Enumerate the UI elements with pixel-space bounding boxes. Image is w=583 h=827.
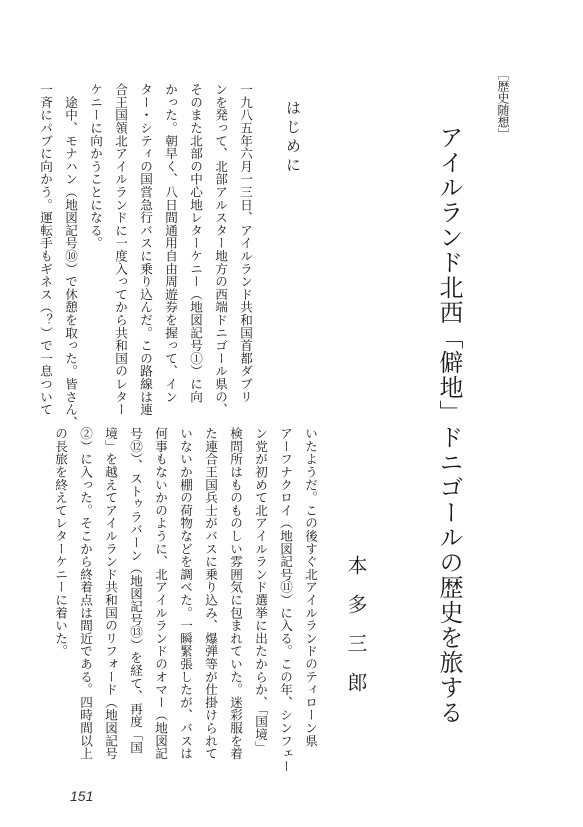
category-label: ［歴史随想］ xyxy=(496,68,510,140)
text-line: 一斉にパブに向かう。運転手もギネス（？）で一息ついて xyxy=(38,83,53,416)
text-line: いないか棚の荷物などを調べた。一瞬緊張したが、バスは xyxy=(178,427,193,760)
text-line: ン党が初めて北アイルランド選挙に出たからか、「国境」 xyxy=(253,427,268,754)
body-text-lower xyxy=(53,427,323,773)
text-line: 合王国領北アイルランドに一度入ってから共和国のレター xyxy=(113,83,128,416)
text-line: いたようだ。この後すぐ北アイルランドのティローン県 xyxy=(303,427,318,747)
author-name: 本多三郎 xyxy=(344,555,368,711)
text-line: 何事もないかのように、北アイルランドのオマー（地図記 xyxy=(153,427,168,760)
text-line: かった。朝早く、八日間通用自由周遊券を握って、イン xyxy=(163,83,178,403)
text-line: ②）に入った。そこから終着点は間近である。四時間以上 xyxy=(78,427,93,760)
text-line: 号⑫）、ストゥラバーン（地図記号⑬）を経て、再度「国 xyxy=(128,427,143,754)
text-line: そのまた北部の中心地レターケニー（地図記号①）に向 xyxy=(188,83,203,403)
article-title: アイルランド北西「僻地」ドニゴールの歴史を旅する xyxy=(435,125,463,725)
text-line: アーフナクロイ（地図記号⑪）に入る。この年、シンフェー xyxy=(278,427,293,773)
text-line: 検問所はものものしい雰囲気に包まれていた。迷彩服を着 xyxy=(228,427,243,760)
text-line: ンを発って、北部アルスター地方の西端ドニゴール県の、 xyxy=(213,83,228,416)
text-line: 一九八五年六月一三日、アイルランド共和国首都ダブリ xyxy=(238,83,253,403)
text-line: 途中、モナハン（地図記号⑩）で休憩を取った。皆さん、 xyxy=(63,83,78,429)
text-line: 境」を越えてアイルランド共和国のリフォード（地図記号 xyxy=(103,427,118,760)
page-number: 151 xyxy=(70,788,94,804)
text-line: の長旅を終えてレターケニーに着いた。 xyxy=(53,427,68,658)
body-text-upper xyxy=(38,83,258,429)
text-line: ター・シティの国営急行バスに乗り込んだ。この路線は連 xyxy=(138,83,153,416)
text-line: ケニーに向かうことになる。 xyxy=(88,83,103,250)
section-heading: はじめに xyxy=(284,100,302,176)
text-line: た連合王国兵士がバスに乗り込み、爆弾等が仕掛けられて xyxy=(203,427,218,760)
